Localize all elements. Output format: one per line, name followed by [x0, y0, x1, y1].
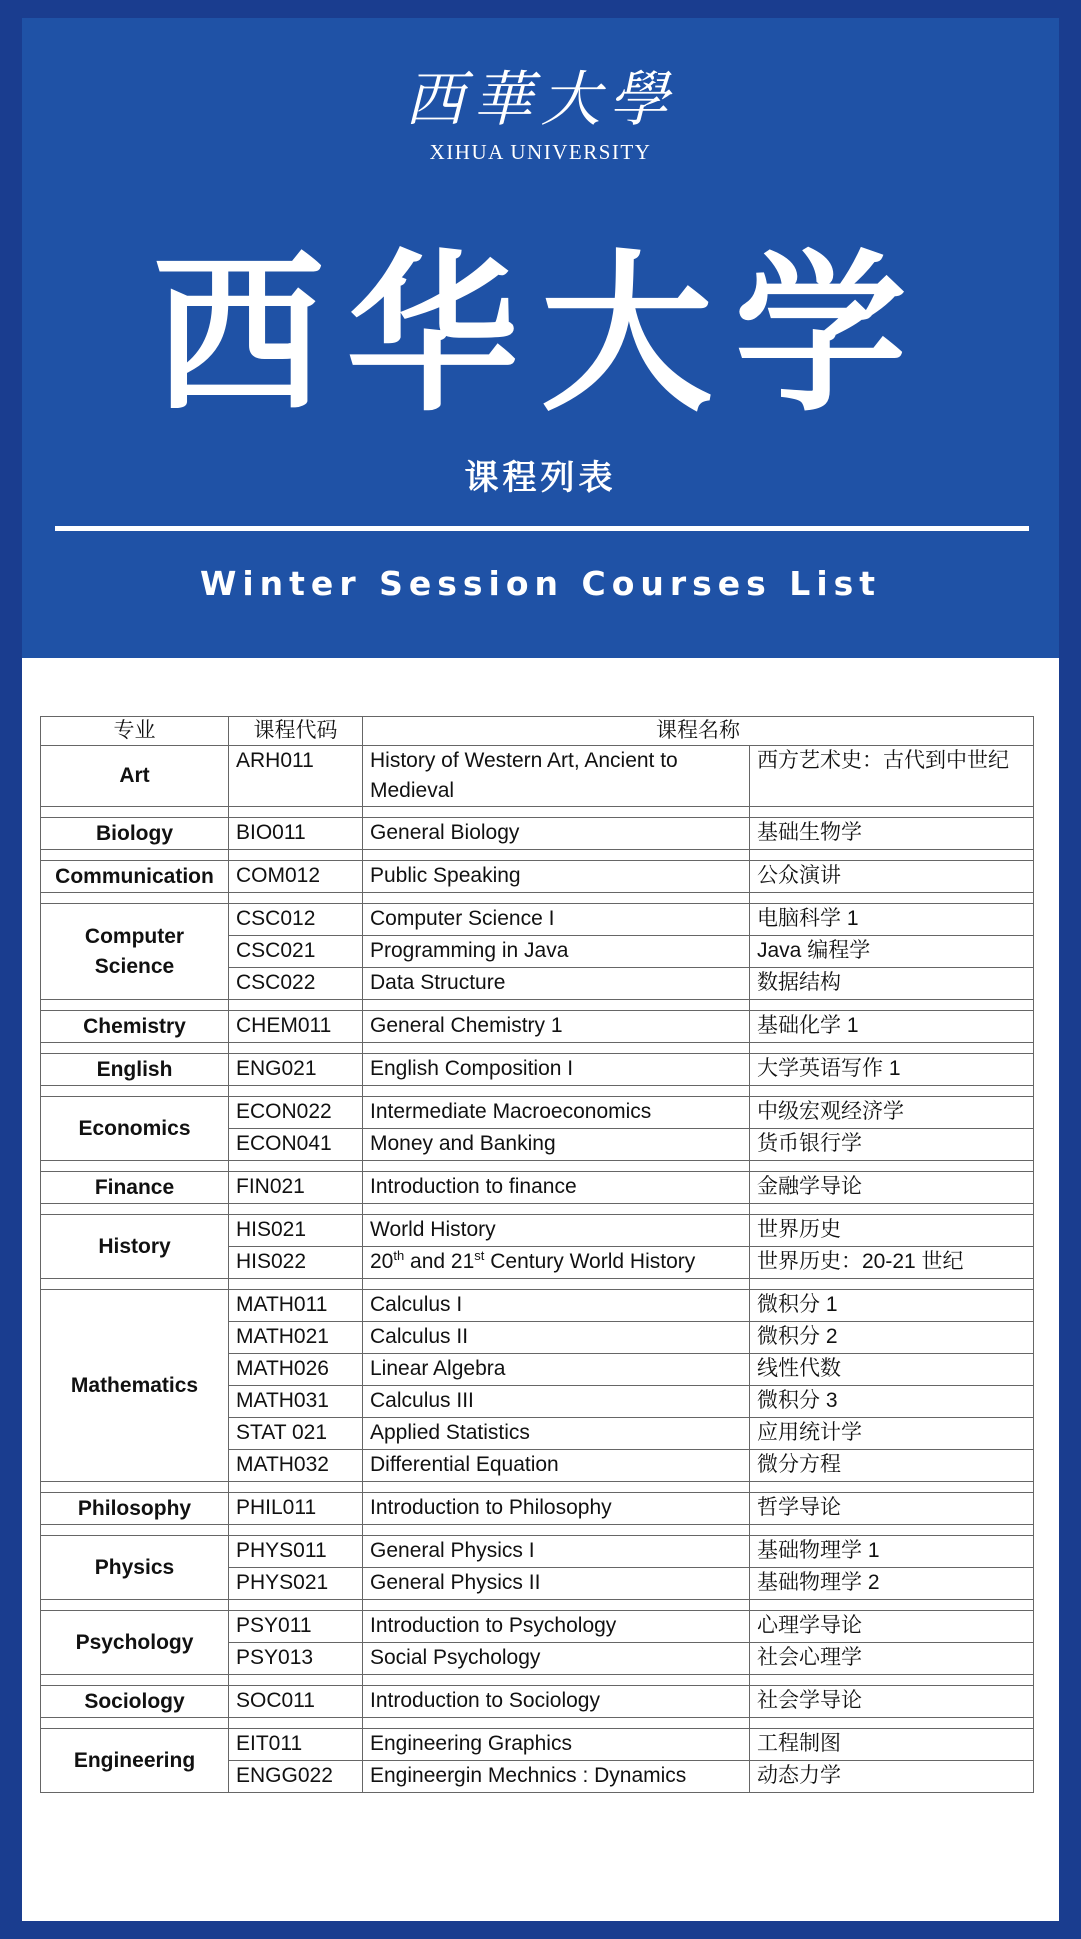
spacer-cell [41, 1000, 229, 1011]
course-name-chinese: 社会心理学 [750, 1643, 1034, 1675]
course-name-chinese: 基础物理学 2 [750, 1568, 1034, 1600]
course-code: PHYS011 [229, 1536, 363, 1568]
spacer-cell [750, 1600, 1034, 1611]
spacer-cell [41, 1043, 229, 1054]
group-spacer-row [41, 1161, 1034, 1172]
course-code: BIO011 [229, 818, 363, 850]
course-code: ECON041 [229, 1129, 363, 1161]
course-name-chinese: 基础化学 1 [750, 1011, 1034, 1043]
spacer-cell [41, 1086, 229, 1097]
course-name-chinese: 哲学导论 [750, 1493, 1034, 1525]
course-name-english: History of Western Art, Ancient to Medieval [363, 746, 750, 807]
spacer-cell [750, 807, 1034, 818]
course-name-chinese: 金融学导论 [750, 1172, 1034, 1204]
header-banner [22, 18, 1059, 658]
course-name-english: Linear Algebra [363, 1354, 750, 1386]
major-cell: Biology [41, 818, 229, 850]
spacer-cell [363, 1161, 750, 1172]
course-name-english: Data Structure [363, 968, 750, 1000]
course-name-english: Introduction to Sociology [363, 1686, 750, 1718]
course-name-english: Computer Science I [363, 904, 750, 936]
course-code: STAT 021 [229, 1418, 363, 1450]
course-code: MATH011 [229, 1290, 363, 1322]
spacer-cell [41, 1482, 229, 1493]
course-name-english: English Composition I [363, 1054, 750, 1086]
course-code: EIT011 [229, 1729, 363, 1761]
major-cell: Philosophy [41, 1493, 229, 1525]
major-cell: Mathematics [41, 1290, 229, 1482]
ordinal-suffix: st [474, 1248, 485, 1263]
page-title: 西华大学 [152, 234, 929, 435]
spacer-cell [229, 1718, 363, 1729]
course-name-chinese: Java 编程学 [750, 936, 1034, 968]
course-code: HIS021 [229, 1215, 363, 1247]
table-row [41, 1686, 1034, 1718]
spacer-cell [750, 1161, 1034, 1172]
spacer-cell [750, 1043, 1034, 1054]
major-cell: English [41, 1054, 229, 1086]
course-name-english: Introduction to Philosophy [363, 1493, 750, 1525]
course-name-chinese: 数据结构 [750, 968, 1034, 1000]
course-code: ECON022 [229, 1097, 363, 1129]
course-code: SOC011 [229, 1686, 363, 1718]
spacer-cell [229, 1482, 363, 1493]
spacer-cell [41, 893, 229, 904]
group-spacer-row [41, 1204, 1034, 1215]
header-major: 专业 [41, 717, 229, 746]
spacer-cell [363, 893, 750, 904]
spacer-cell [229, 850, 363, 861]
course-name-chinese: 基础物理学 1 [750, 1536, 1034, 1568]
course-name-english [363, 1247, 750, 1279]
course-code: HIS022 [229, 1247, 363, 1279]
table-row [41, 1536, 1034, 1568]
course-name-chinese: 中级宏观经济学 [750, 1097, 1034, 1129]
course-name-chinese: 基础生物学 [750, 818, 1034, 850]
course-name-english: General Physics II [363, 1568, 750, 1600]
course-name-chinese: 应用统计学 [750, 1418, 1034, 1450]
course-name-english: Social Psychology [363, 1643, 750, 1675]
spacer-cell [363, 1482, 750, 1493]
course-code: COM012 [229, 861, 363, 893]
group-spacer-row [41, 1086, 1034, 1097]
table-header-row [41, 717, 1034, 746]
spacer-cell [41, 807, 229, 818]
spacer-cell [750, 1482, 1034, 1493]
course-code: MATH032 [229, 1450, 363, 1482]
course-name-english: Calculus II [363, 1322, 750, 1354]
course-name-chinese: 大学英语写作 1 [750, 1054, 1034, 1086]
spacer-cell [41, 1279, 229, 1290]
course-name-chinese: 货币银行学 [750, 1129, 1034, 1161]
course-name-chinese: 公众演讲 [750, 861, 1034, 893]
course-code: PHIL011 [229, 1493, 363, 1525]
table-row [41, 1172, 1034, 1204]
table-row [41, 746, 1034, 807]
course-name-chinese: 社会学导论 [750, 1686, 1034, 1718]
spacer-cell [229, 1600, 363, 1611]
table-row [41, 1290, 1034, 1322]
group-spacer-row [41, 1525, 1034, 1536]
course-name-english: General Chemistry 1 [363, 1011, 750, 1043]
spacer-cell [750, 1000, 1034, 1011]
group-spacer-row [41, 1043, 1034, 1054]
course-name-chinese: 微积分 2 [750, 1322, 1034, 1354]
course-code: FIN021 [229, 1172, 363, 1204]
group-spacer-row [41, 1000, 1034, 1011]
table-row [41, 1611, 1034, 1643]
group-spacer-row [41, 1279, 1034, 1290]
spacer-cell [229, 1000, 363, 1011]
spacer-cell [363, 850, 750, 861]
course-code: CSC012 [229, 904, 363, 936]
spacer-cell [41, 1718, 229, 1729]
major-cell: Engineering [41, 1729, 229, 1793]
spacer-cell [750, 1086, 1034, 1097]
course-name-part: 20 [370, 1250, 394, 1273]
table-row [41, 861, 1034, 893]
table-row [41, 1493, 1034, 1525]
spacer-cell [41, 1161, 229, 1172]
spacer-cell [41, 1675, 229, 1686]
table-row [41, 1011, 1034, 1043]
course-name-english: Introduction to Psychology [363, 1611, 750, 1643]
course-name-english: Calculus I [363, 1290, 750, 1322]
course-code: PSY011 [229, 1611, 363, 1643]
course-name-part: Century World History [484, 1250, 696, 1273]
spacer-cell [363, 1600, 750, 1611]
group-spacer-row [41, 1600, 1034, 1611]
course-name-chinese: 微积分 1 [750, 1290, 1034, 1322]
group-spacer-row [41, 1482, 1034, 1493]
spacer-cell [41, 1600, 229, 1611]
course-name-chinese: 微积分 3 [750, 1386, 1034, 1418]
major-cell: History [41, 1215, 229, 1279]
table-row [41, 1097, 1034, 1129]
spacer-cell [363, 807, 750, 818]
major-cell: Art [41, 746, 229, 807]
course-name-chinese: 工程制图 [750, 1729, 1034, 1761]
group-spacer-row [41, 893, 1034, 904]
group-spacer-row [41, 807, 1034, 818]
spacer-cell [229, 1675, 363, 1686]
header-code: 课程代码 [229, 717, 363, 746]
spacer-cell [750, 850, 1034, 861]
course-code: CSC021 [229, 936, 363, 968]
table-row [41, 1215, 1034, 1247]
spacer-cell [41, 1204, 229, 1215]
course-name-english: Differential Equation [363, 1450, 750, 1482]
course-code: PSY013 [229, 1643, 363, 1675]
course-name-english: Public Speaking [363, 861, 750, 893]
spacer-cell [229, 1525, 363, 1536]
spacer-cell [229, 1043, 363, 1054]
spacer-cell [229, 1279, 363, 1290]
spacer-cell [41, 850, 229, 861]
major-cell: Finance [41, 1172, 229, 1204]
major-cell: Physics [41, 1536, 229, 1600]
spacer-cell [229, 1161, 363, 1172]
spacer-cell [363, 1718, 750, 1729]
course-name-chinese: 微分方程 [750, 1450, 1034, 1482]
group-spacer-row [41, 850, 1034, 861]
course-name-english: World History [363, 1215, 750, 1247]
course-code: ENG021 [229, 1054, 363, 1086]
course-name-chinese: 世界历史：20-21 世纪 [750, 1247, 1034, 1279]
major-cell: Chemistry [41, 1011, 229, 1043]
major-cell: Computer Science [41, 904, 229, 1000]
course-code: MATH021 [229, 1322, 363, 1354]
course-code: PHYS021 [229, 1568, 363, 1600]
major-cell: Sociology [41, 1686, 229, 1718]
group-spacer-row [41, 1675, 1034, 1686]
major-cell: Communication [41, 861, 229, 893]
page-subtitle: 课程列表 [464, 458, 617, 498]
course-name-english: General Physics I [363, 1536, 750, 1568]
poster-body [22, 18, 1059, 1921]
spacer-cell [229, 1204, 363, 1215]
spacer-cell [750, 1204, 1034, 1215]
spacer-cell [229, 1086, 363, 1097]
course-name-chinese: 心理学导论 [750, 1611, 1034, 1643]
course-code: ARH011 [229, 746, 363, 807]
course-name-english: Intermediate Macroeconomics [363, 1097, 750, 1129]
course-name-english: Money and Banking [363, 1129, 750, 1161]
course-code: ENGG022 [229, 1761, 363, 1793]
course-name-english: Calculus III [363, 1386, 750, 1418]
ordinal-suffix: th [393, 1248, 405, 1263]
course-name-english: Applied Statistics [363, 1418, 750, 1450]
english-title: Winter Session Courses List [199, 564, 882, 603]
spacer-cell [363, 1675, 750, 1686]
course-code: CSC022 [229, 968, 363, 1000]
header-course-name: 课程名称 [363, 717, 1034, 746]
spacer-cell [41, 1525, 229, 1536]
spacer-cell [363, 1204, 750, 1215]
courses-table [40, 716, 1034, 1793]
major-cell: Psychology [41, 1611, 229, 1675]
table-row [41, 1054, 1034, 1086]
course-name-part: and 21 [404, 1250, 475, 1273]
university-logo-english: XIHUA UNIVERSITY [429, 140, 652, 164]
course-name-chinese: 电脑科学 1 [750, 904, 1034, 936]
university-logo-script: 西華大學 [404, 65, 677, 135]
course-name-chinese: 线性代数 [750, 1354, 1034, 1386]
spacer-cell [363, 1086, 750, 1097]
course-code: MATH031 [229, 1386, 363, 1418]
course-code: MATH026 [229, 1354, 363, 1386]
spacer-cell [229, 893, 363, 904]
spacer-cell [363, 1279, 750, 1290]
course-name-chinese: 世界历史 [750, 1215, 1034, 1247]
course-name-english: Engineering Graphics [363, 1729, 750, 1761]
course-name-english: Engineergin Mechnics : Dynamics [363, 1761, 750, 1793]
course-code: CHEM011 [229, 1011, 363, 1043]
spacer-cell [750, 1675, 1034, 1686]
spacer-cell [363, 1043, 750, 1054]
title-divider [55, 526, 1029, 531]
spacer-cell [750, 1525, 1034, 1536]
spacer-cell [229, 807, 363, 818]
major-cell: Economics [41, 1097, 229, 1161]
course-name-chinese: 西方艺术史：古代到中世纪 [750, 746, 1034, 807]
courses-table-body [41, 717, 1034, 1793]
table-row [41, 904, 1034, 936]
spacer-cell [750, 1279, 1034, 1290]
table-row [41, 818, 1034, 850]
spacer-cell [363, 1525, 750, 1536]
course-name-english: Introduction to finance [363, 1172, 750, 1204]
spacer-cell [750, 893, 1034, 904]
spacer-cell [363, 1000, 750, 1011]
course-name-english: General Biology [363, 818, 750, 850]
spacer-cell [750, 1718, 1034, 1729]
table-row [41, 1729, 1034, 1761]
course-name-chinese: 动态力学 [750, 1761, 1034, 1793]
course-name-english: Programming in Java [363, 936, 750, 968]
group-spacer-row [41, 1718, 1034, 1729]
